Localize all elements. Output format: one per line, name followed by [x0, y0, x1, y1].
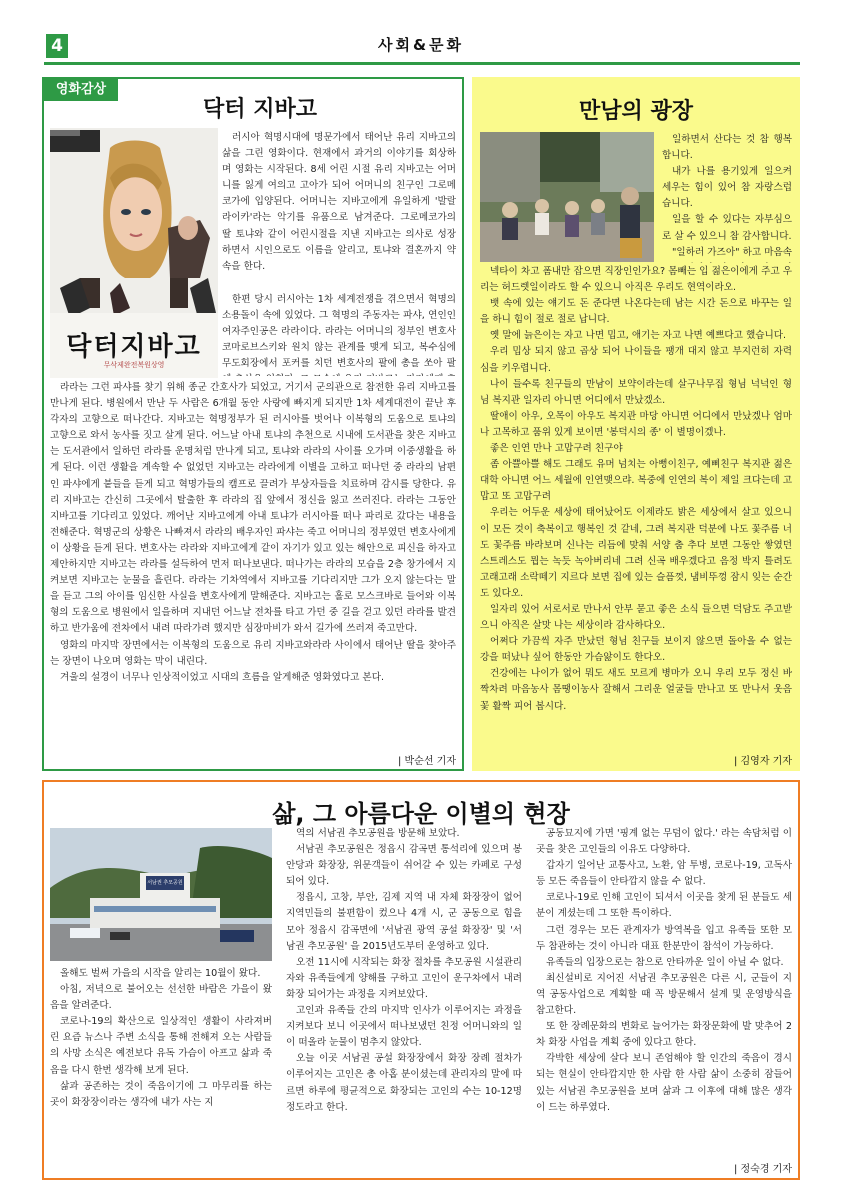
- paragraph: 영화의 마지막 장면에서는 이복형의 도움으로 유리 지바고와라라 사이에서 태어난 딸을 찾아주는 장면이 나오며 영화는 막이 내린다.: [50, 639, 456, 667]
- page-number: 4: [46, 34, 68, 58]
- building-sign: 서남권 추모공원: [147, 880, 183, 886]
- memorial-photo-illustration: [50, 828, 272, 961]
- paragraph: 또 한 장례문화의 변화로 늘어가는 화장문화에 발 맞추어 2차 화장 사업을 계획 중에 있다고 한다.: [536, 1021, 792, 1049]
- right-article-quote-top: [662, 245, 792, 263]
- meeting-photo-illustration: [480, 132, 654, 262]
- paragraph: 넥타이 차고 폼내만 잡으면 직장인인가요? 몸빼는 입 젊은이에게 주고 우리는 허드렛일이라도 할 수 있으니 아직은 우리도 현역이라오.: [480, 266, 792, 294]
- paragraph: "일하러 가즈아" 하고 마음속: [672, 247, 792, 258]
- category-tag: 영화감상: [44, 79, 118, 101]
- section-title: 사회&문화: [377, 36, 465, 54]
- paragraph: 뱃 속에 있는 얘기도 돈 준다면 나온다는데 남는 시간 돈으로 바꾸는 일을 하니 힘이 절로 절로 납니다.: [480, 298, 792, 326]
- paragraph: 나이 들수록 친구들의 만남이 보약이라는데 살구나무집 형님 넉넉인 형님 복지관 일자리 아니면 어디에서 만났겠소.: [480, 378, 792, 406]
- paragraph: 삶과 공존하는 것이 죽음이기에 그 마무리를 하는 곳이 화장장이라는 생각에 내가 사는 지: [50, 1080, 272, 1108]
- right-article-body: [480, 264, 792, 750]
- paragraph: 갑자기 일어난 교통사고, 노환, 암 투병, 코로나-19, 고독사 등 모든 죽음들이 안타깝지 않을 수 없다.: [536, 860, 792, 888]
- paragraph: 그런 경우는 모든 관계자가 방역복을 입고 유족들 또한 모두 참관하는 것이 아니라 대표 한분만이 참석이 가능하다.: [536, 924, 792, 952]
- paragraph: 어쩌다 가끔씩 자주 만났던 형님 친구들 보이지 않으면 돌아올 수 없는 강을 떠났나 싶어 한동안 가슴앓이도 한다오.: [480, 636, 792, 664]
- paragraph: 코로나-19로 인해 고인이 되셔서 이곳을 찾게 된 분들도 세 분이 계셨는데 그 또한 특이하다.: [536, 892, 792, 920]
- bottom-col1: [50, 966, 272, 1166]
- left-article-body: [50, 380, 456, 752]
- paragraph: 코로나-19의 확산으로 일상적인 생활이 사라져버린 요즘 뉴스나 주변 소식을 통해 전해져 오는 사람들의 사망 소식은 예전보다 유독 가슴이 아프고 삶과 죽음을 다시 한번 생각해 보게 된다.: [50, 1016, 272, 1076]
- paragraph: 건강에는 나이가 없어 뭐도 새도 모르게 병마가 오니 우리 모두 정신 바짝차려 마음농사 몸땡이농사 잘해서 그리운 얼굴들 만나고 또 만나서 웃음꽃 활짝 피어 봅시다.: [480, 668, 792, 712]
- paragraph: 각박한 세상에 살다 보니 존엄해야 할 인간의 죽음이 경시되는 현실이 안타깝지만 한 사람 한 사람 삶이 소중히 잠들어 있는 서남권 추모공원을 보며 삶과 그 이후에 대해 많은 생각이 드는 하루였다.: [536, 1053, 792, 1113]
- poster-title: 닥터지바고: [66, 332, 202, 362]
- paragraph: 옛 말에 늙은이는 자고 나면 밉고, 애기는 자고 나면 예쁘다고 했습니다.: [490, 330, 787, 342]
- left-article-intro: [222, 130, 456, 275]
- paragraph: 라라는 그런 파샤를 찾기 위해 종군 간호사가 되었고, 거기서 군의관으로 참전한 유리 지바고를 만나게 된다. 병원에서 만난 두 사람은 6개월 동안 사랑에 빠지게 되지만 1차 세계대전이 끝난 후 각자의 고향으로 떠나간다. 지바고는 혁명정부가 된 러시아를 벗어나 이복형의 도움으로 토냐의 고향으로 와서 농사를 짓고 살게 된다. 어느날 아내 토냐의 추천으로 시내에 도서관을 찾은 지바고는 도서관에서 일하던 라라를 운명처럼 만나게 되고, 토냐와 라라의 사이를 오가며 이중생활을 하게 된다. 이런 생활을 계속할 수 없었던 지바고는 라라에게 이별을 고하고 떠나던 중 라라의 남편인 파샤에게 붙들을 듣게 되고 혁명가들의 캠프로 끌려가 부상자들을 치료하며 감시를 당한다. 유리 지바고는 간신히 그곳에서 탈출한 후 라라의 집 앞에서 정신을 잃고 쓰러진다. 라라는 그동안 지바고를 기다리고 있었다. 깨어난 지바고에게 아내 토냐가 러시아를 떠나 파리로 갔다는 내용을 전해준다. 혁명군의 상황은 나빠져서 라라의 배우자인 파샤는 죽고 어머니의 정부였던 변호사에게 이 상황을 듣게 된다. 변호사는 라라와 지바고에게 같이 자기가 있고 있는 해안으로 피신을 하자고 제안하지만 지바고는 라라를 설득하여 먼저 떠나보낸다. 떠나가는 라라의 모습을 2층 창가에서 지켜보면 지바고는 눈물을 흘린다. 라라는 기차역에서 지바고를 기다리지만 그가 오지 않는다는 말을 듣고 그의 아이를 임신한 사실을 변호사에게 말해준다. 지바고는 홀로 모스크바로 들어와 이복형의 도움으로 병원에서 일을하며 지내던 어느날 전차를 타고 가던 중 길을 걷고 있던 라라를 발견하고 반가움에 전차에서 내려 따라가려 했지만 심장마비가 와서 길가에 쓰러져 죽고만다.: [50, 382, 456, 635]
- movie-poster: [50, 128, 218, 378]
- header-rule: [44, 62, 800, 65]
- paragraph: 오늘 이곳 서남권 공설 화장장에서 화장 장례 절차가 이루어지는 고인은 총 아홉 분이셨는데 관리자의 말에 따르면 하루에 평균적으로 화장되는 고인의 수는 10-12명 정도라고 한다.: [286, 1053, 522, 1113]
- poster-subtitle: 무삭제완전복원상영: [103, 361, 165, 369]
- right-article-title: 만남의 광장: [579, 99, 693, 124]
- paragraph: 최신설비로 지어진 서남권 추모공원은 다른 시, 군들이 지역 공동사업으로 계획할 때 꼭 방문해서 설계 및 운영방식을 참고한다.: [536, 972, 792, 1017]
- left-article-title: 닥터 지바고: [203, 97, 317, 122]
- paragraph: 러시아 혁명시대에 명문가에서 태어난 유리 지바고의 삶을 그린 영화이다. 현재에서 과거의 이야기를 회상하며 영화는 시작된다. 8세 어린 시절 유리 지바고는 어머니를 잃게 여의고 고아가 되어 어머니의 친구인 그로메코가에 입양된다. 어머니는 지바고에게 유일하게 '발랄라이카'라는 악기를 유품으로 남겨준다. 그로메코가의 딸 토냐와 같이 어린시절을 지낸 지바고는 의사로 성장하면서 시인으로도 이름을 알리고, 토냐와 결혼까지 약속을 한다.: [222, 132, 456, 272]
- bottom-article-title: 삶, 그 아름다운 이별의 현장: [272, 800, 570, 828]
- memorial-park-photo: [50, 828, 272, 961]
- paragraph: 일자리 있어 서로서로 만나서 안부 묻고 좋은 소식 들으면 덕담도 주고받으니 아직은 살맛 나는 세상이라 감사하다오.: [480, 603, 792, 632]
- paragraph: 오전 11시에 시작되는 화장 절차를 추모공원 시설관리자와 유족들에게 양해를 구하고 고인이 운구차에서 내려 화장 되어가는 과정을 지켜보았다.: [286, 956, 522, 1000]
- paragraph: 겨울의 설경이 너무나 인상적이었고 시대의 흐름을 알게해준 영화였다고 본다.: [60, 671, 385, 683]
- paragraph: 우리 밉상 되지 않고 곱상 되어 나이들을 팽개 대지 않고 부지런히 자력심을 키우렵니다.: [480, 346, 792, 374]
- paragraph: 유족들의 입장으로는 참으로 안타까운 일이 아닐 수 없다.: [546, 956, 784, 968]
- intro-line: 일을 할 수 있다는 자부심으로 살 수 있으니 참 감사합니다.: [662, 214, 792, 242]
- left-article-byline: | 박순선 기자: [397, 756, 456, 767]
- left-article-para2-top: [222, 292, 456, 376]
- bottom-article-byline: | 정숙경 기자: [733, 1164, 792, 1175]
- paragraph: 좋은 인연 만나 고맙구려 친구야: [490, 443, 623, 455]
- paragraph: 공동묘지에 가면 '핑계 없는 무덤이 없다.' 라는 속담처럼 이곳을 찾은 고인들의 이유도 다양하다.: [536, 828, 792, 856]
- bottom-col2: [286, 826, 522, 1166]
- paragraph: 아침, 저녁으로 불어오는 선선한 바람은 가을이 왔음을 알려준다.: [50, 984, 272, 1012]
- paragraph: 고인과 유족들 간의 마지막 인사가 이루어지는 과정을 지켜보다 보니 이곳에서 떠나보냈던 친정 어머니와의 일이 떠올라 눈물이 멈추지 않았다.: [286, 1005, 522, 1049]
- paragraph: 우리는 어두운 세상에 태어났어도 이제라도 밝은 세상에서 살고 있으니 이 모든 것이 축복이고 행복인 것 같네, 그려 복지관 덕분에 나도 꽃주름 너도 꽃주름 바라보며 신나는 리듬에 맞춰 서양 춤 추다 보면 그동안 쌓였던 스트레스도 뭡는 녹듯 녹아버리네 그려 신곡 배우겠다고 음정 박지 틀려도 고래고래 소락떼기 지르다 보면 집에 있는 슬픔껏, 냄비뚜껑 잠시 잊는 순간도 있다오.: [480, 507, 792, 599]
- paragraph: 서남권 추모공원은 정읍시 감곡면 통석리에 있으며 봉안당과 화장장, 위문객들이 쉬어갈 수 있는 카페로 구성되어 있다.: [286, 844, 522, 888]
- bottom-col3: [536, 826, 792, 1156]
- paragraph: 좀 아쁠아쁠 해도 그래도 유머 넘치는 아뻥이친구, 예삐친구 복지관 젊은 대학 아니면 어느 세월에 인연맺으랴. 복중에 인연의 복이 제일 크다는데 고맙고 또 고맙구려: [480, 459, 792, 503]
- paragraph: 딸애이 아우, 오목이 아우도 복지관 마당 아니면 어디에서 만났겠나 엄마나 고목하고 품위 있게 보이면 '봉덕시의 종' 이 별명이겠나.: [480, 410, 792, 438]
- paragraph: 올해도 벌써 가을의 시작을 알리는 10월이 왔다.: [60, 968, 261, 979]
- paragraph: 한편 당시 러시아는 1차 세계전쟁을 겪으면서 혁명의 소용돌이 속에 있었다. 그 혁명의 주동자는 파샤, 연인인 여자주인공은 라라이다. 라라는 어머니의 정부인 변호사 코마로브스키와 원치 않는 관계를 맺게 되고, 복수심에 무도회장에서 포커를 치던 변호사의 팔에 총을 쏘아 팔: [222, 294, 456, 370]
- intro-line: 일하면서 산다는 것 참 행복합니다.: [662, 134, 792, 162]
- paragraph: 정읍시, 고창, 부안, 김제 지역 내 자체 화장장이 없어 지역민들의 불편함이 컸으나 4개 시, 군 공동으로 힘을 모아 정읍시 감곡면에 '서남권 광역 공설 화장장' 및 '서남권 추모공원' 을 2015년도부터 운영하고 있다.: [286, 892, 522, 952]
- intro-line: 내가 나를 용기있게 일으켜 세우는 힘이 있어 참 자랑스럽습니다.: [662, 166, 792, 210]
- meeting-photo: [480, 132, 654, 262]
- paragraph: 역의 서남권 추모공원을 방문해 보았다.: [296, 828, 460, 839]
- right-article-intro: [662, 132, 792, 245]
- right-article-byline: | 김영자 기자: [733, 756, 792, 767]
